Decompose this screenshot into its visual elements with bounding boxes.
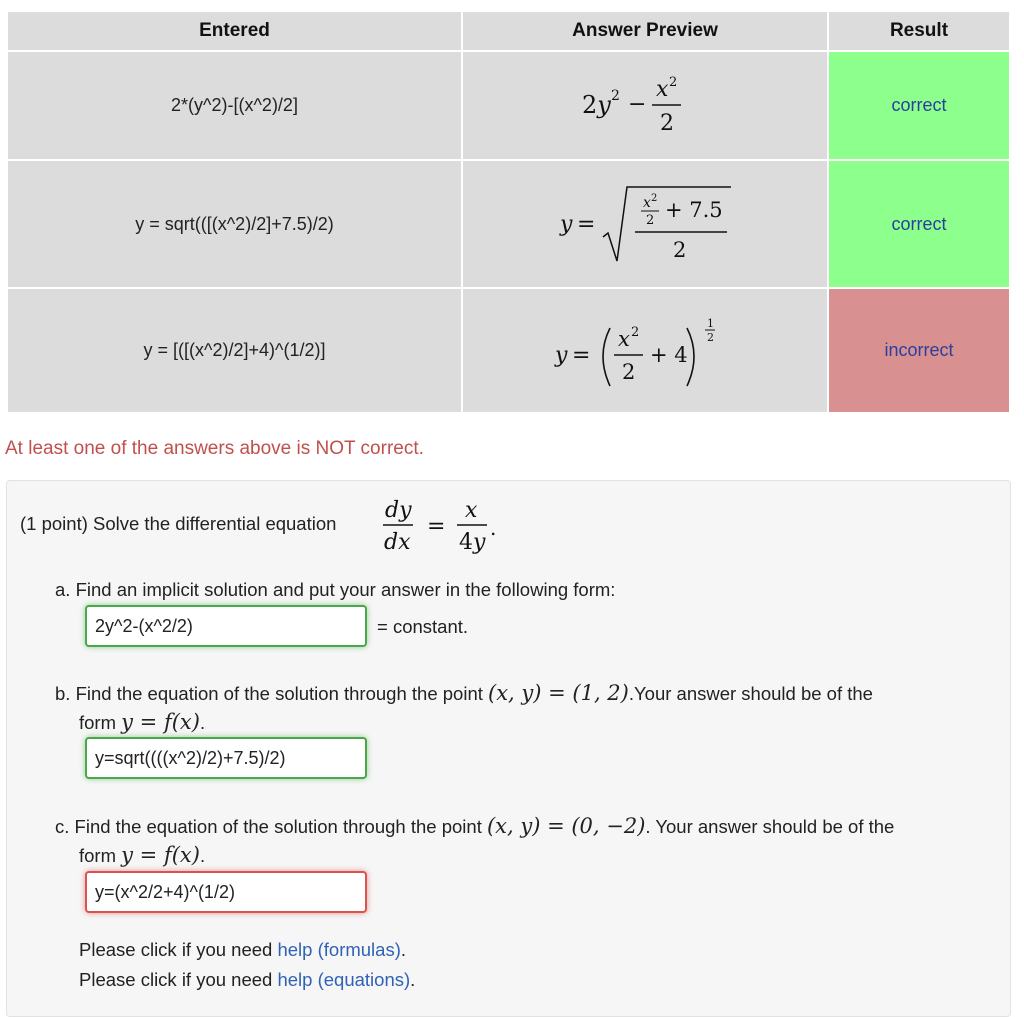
problem-box bbox=[6, 480, 1011, 1017]
result-badge: correct bbox=[828, 51, 1010, 160]
help-line-equations: Please click if you need help (equations). bbox=[79, 969, 416, 990]
svg-text:+ 4: + 4 bbox=[650, 342, 688, 367]
svg-text:4y: 4y bbox=[459, 530, 486, 555]
result-badge: correct bbox=[828, 160, 1010, 289]
svg-text:+ 7.5: + 7.5 bbox=[665, 198, 723, 223]
part-b-point: (x, y) = (1, 2) bbox=[488, 681, 629, 705]
part-a-text: a. Find an implicit solution and put your answer in the following form: bbox=[55, 579, 616, 600]
answer-preview-cell bbox=[462, 288, 828, 413]
svg-text:2: 2 bbox=[651, 193, 658, 205]
part-b-after: .Your answer should be of the bbox=[628, 683, 873, 704]
answer-input-a[interactable] bbox=[85, 605, 367, 647]
svg-text:2: 2 bbox=[622, 359, 636, 384]
entered-cell: 2*(y^2)-[(x^2)/2] bbox=[7, 51, 462, 160]
svg-text:x: x bbox=[618, 326, 630, 351]
preview-formula-3 bbox=[550, 306, 740, 396]
feedback-message: At least one of the answers above is NOT correct. bbox=[5, 438, 424, 459]
part-b-text: b. Find the equation of the solution through the point bbox=[55, 683, 483, 704]
svg-text:=: = bbox=[572, 342, 591, 368]
svg-text:2: 2 bbox=[660, 111, 674, 137]
table-row bbox=[7, 51, 1010, 160]
svg-text:.: . bbox=[490, 516, 497, 540]
part-c-form-prefix: form bbox=[79, 845, 116, 866]
results-table bbox=[6, 10, 1011, 414]
svg-text:2y: 2y bbox=[582, 91, 611, 120]
part-a-suffix: = constant. bbox=[377, 616, 469, 637]
svg-text:2: 2 bbox=[673, 238, 687, 263]
svg-text:=: = bbox=[577, 212, 596, 238]
table-row bbox=[7, 288, 1010, 413]
svg-text:x: x bbox=[465, 498, 478, 523]
part-c-point: (x, y) = (0, −2) bbox=[486, 814, 646, 838]
form-y-equals-f-x: y = f(x) bbox=[121, 710, 200, 734]
entered-cell: y = [([(x^2)/2]+4)^(1/2)] bbox=[7, 288, 462, 413]
problem-intro: (1 point) Solve the differential equation bbox=[20, 513, 337, 534]
svg-text:2: 2 bbox=[631, 324, 640, 340]
svg-text:dx: dx bbox=[384, 530, 411, 555]
header-result: Result bbox=[828, 11, 1010, 51]
table-row bbox=[7, 160, 1010, 289]
answer-input-b[interactable] bbox=[85, 737, 367, 779]
svg-text:2: 2 bbox=[646, 213, 655, 229]
entered-cell: y = sqrt(([(x^2)/2]+7.5)/2) bbox=[7, 160, 462, 289]
header-entered: Entered bbox=[7, 11, 462, 51]
differential-equation bbox=[379, 493, 499, 557]
help-prefix: Please click if you need bbox=[79, 939, 273, 960]
svg-text:y: y bbox=[560, 212, 573, 238]
svg-text:y: y bbox=[555, 342, 568, 368]
part-c-text: c. Find the equation of the solution through the point bbox=[55, 816, 482, 837]
svg-text:dy: dy bbox=[385, 498, 412, 523]
help-line-formulas: Please click if you need help (formulas). bbox=[79, 939, 407, 960]
result-badge: incorrect bbox=[828, 288, 1010, 413]
svg-text:x: x bbox=[643, 195, 651, 212]
svg-text:1: 1 bbox=[707, 316, 714, 330]
part-b-form-prefix: form bbox=[79, 712, 116, 733]
header-answer-preview: Answer Preview bbox=[462, 11, 828, 51]
svg-text:=: = bbox=[427, 514, 446, 539]
part-c-after: . Your answer should be of the bbox=[645, 816, 895, 837]
help-equations-link[interactable]: help (equations) bbox=[277, 969, 411, 990]
svg-text:x: x bbox=[656, 77, 669, 103]
answer-preview-cell bbox=[462, 51, 828, 160]
svg-text:2: 2 bbox=[611, 88, 620, 105]
part-c-line bbox=[55, 814, 894, 838]
help-formulas-link[interactable]: help (formulas) bbox=[277, 939, 401, 960]
table-header-row bbox=[7, 11, 1010, 51]
svg-text:2: 2 bbox=[707, 330, 714, 344]
form-y-equals-f-x: y = f(x) bbox=[121, 843, 200, 867]
part-c-form: form y = f(x). bbox=[79, 843, 206, 867]
part-b-line bbox=[55, 681, 873, 705]
preview-formula-1 bbox=[580, 70, 710, 140]
answer-input-c[interactable] bbox=[85, 871, 367, 913]
part-b-form: form y = f(x). bbox=[79, 710, 206, 734]
answer-preview-cell bbox=[462, 160, 828, 289]
help-prefix: Please click if you need bbox=[79, 969, 273, 990]
svg-text:−: − bbox=[628, 92, 647, 118]
svg-text:2: 2 bbox=[669, 75, 678, 91]
preview-formula-2 bbox=[555, 179, 735, 269]
